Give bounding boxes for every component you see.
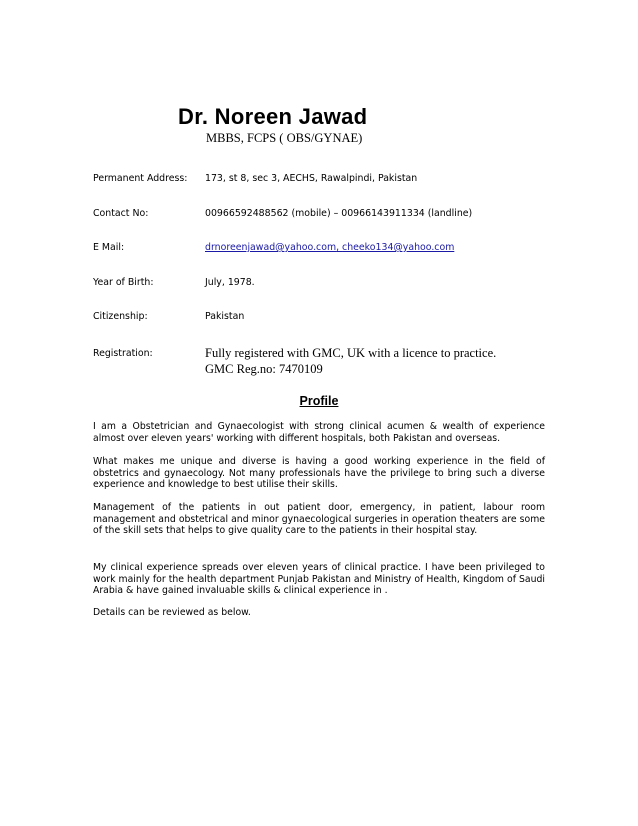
registration-value <box>205 345 496 377</box>
profile-heading: Profile <box>299 394 339 408</box>
profile-paragraph-2: What makes me unique and diverse is having a good working experience in the field of obstetrics and gynaecology. Not many professionals have the privilege to bring such a diverse experience and knowledge to best utilise their skills. <box>93 456 545 491</box>
registration-line-2: GMC Reg.no: 7470109 <box>205 362 323 376</box>
email-separator: , <box>336 242 343 253</box>
profile-paragraph-5: Details can be reviewed as below. <box>93 607 251 618</box>
contact-value: 00966592488562 (mobile) – 00966143911334 (landline) <box>205 208 473 219</box>
profile-paragraph-3: Management of the patients in out patient door, emergency, in patient, labour room management and obstetrical and minor gynaecological surgeries in operation theaters are some of the skill sets that helps to give quality care to the patients in their hospital stay. <box>93 502 545 537</box>
birth-label: Year of Birth: <box>93 277 154 288</box>
contact-label: Contact No: <box>93 208 149 219</box>
email-link-primary[interactable]: drnoreenjawad@yahoo.com <box>205 242 337 253</box>
email-value <box>205 242 454 253</box>
address-label: Permanent Address: <box>93 173 188 184</box>
birth-value: July, 1978. <box>205 277 255 288</box>
address-value: 173, st 8, sec 3, AECHS, Rawalpindi, Pakistan <box>205 173 418 184</box>
citizenship-value: Pakistan <box>205 311 245 322</box>
profile-paragraph-1: I am a Obstetrician and Gynaecologist with strong clinical acumen & wealth of experience almost over eleven years' working with different hospitals, both Pakistan and overseas. <box>93 421 545 444</box>
doctor-name: Dr. Noreen Jawad <box>178 104 368 129</box>
profile-paragraph-4: My clinical experience spreads over eleven years of clinical practice. I have been privileged to work mainly for the health department Punjab Pakistan and Ministry of Health, Kingdom of Saudi Arabia & have gained invaluable skills & clinical experience in . <box>93 562 545 597</box>
qualifications: MBBS, FCPS ( OBS/GYNAE) <box>206 131 363 145</box>
registration-label: Registration: <box>93 348 153 359</box>
registration-line-1: Fully registered with GMC, UK with a licence to practice. <box>205 346 497 360</box>
email-label: E Mail: <box>93 242 125 253</box>
email-link-secondary[interactable]: cheeko134@yahoo.com <box>342 242 455 253</box>
citizenship-label: Citizenship: <box>93 311 148 322</box>
